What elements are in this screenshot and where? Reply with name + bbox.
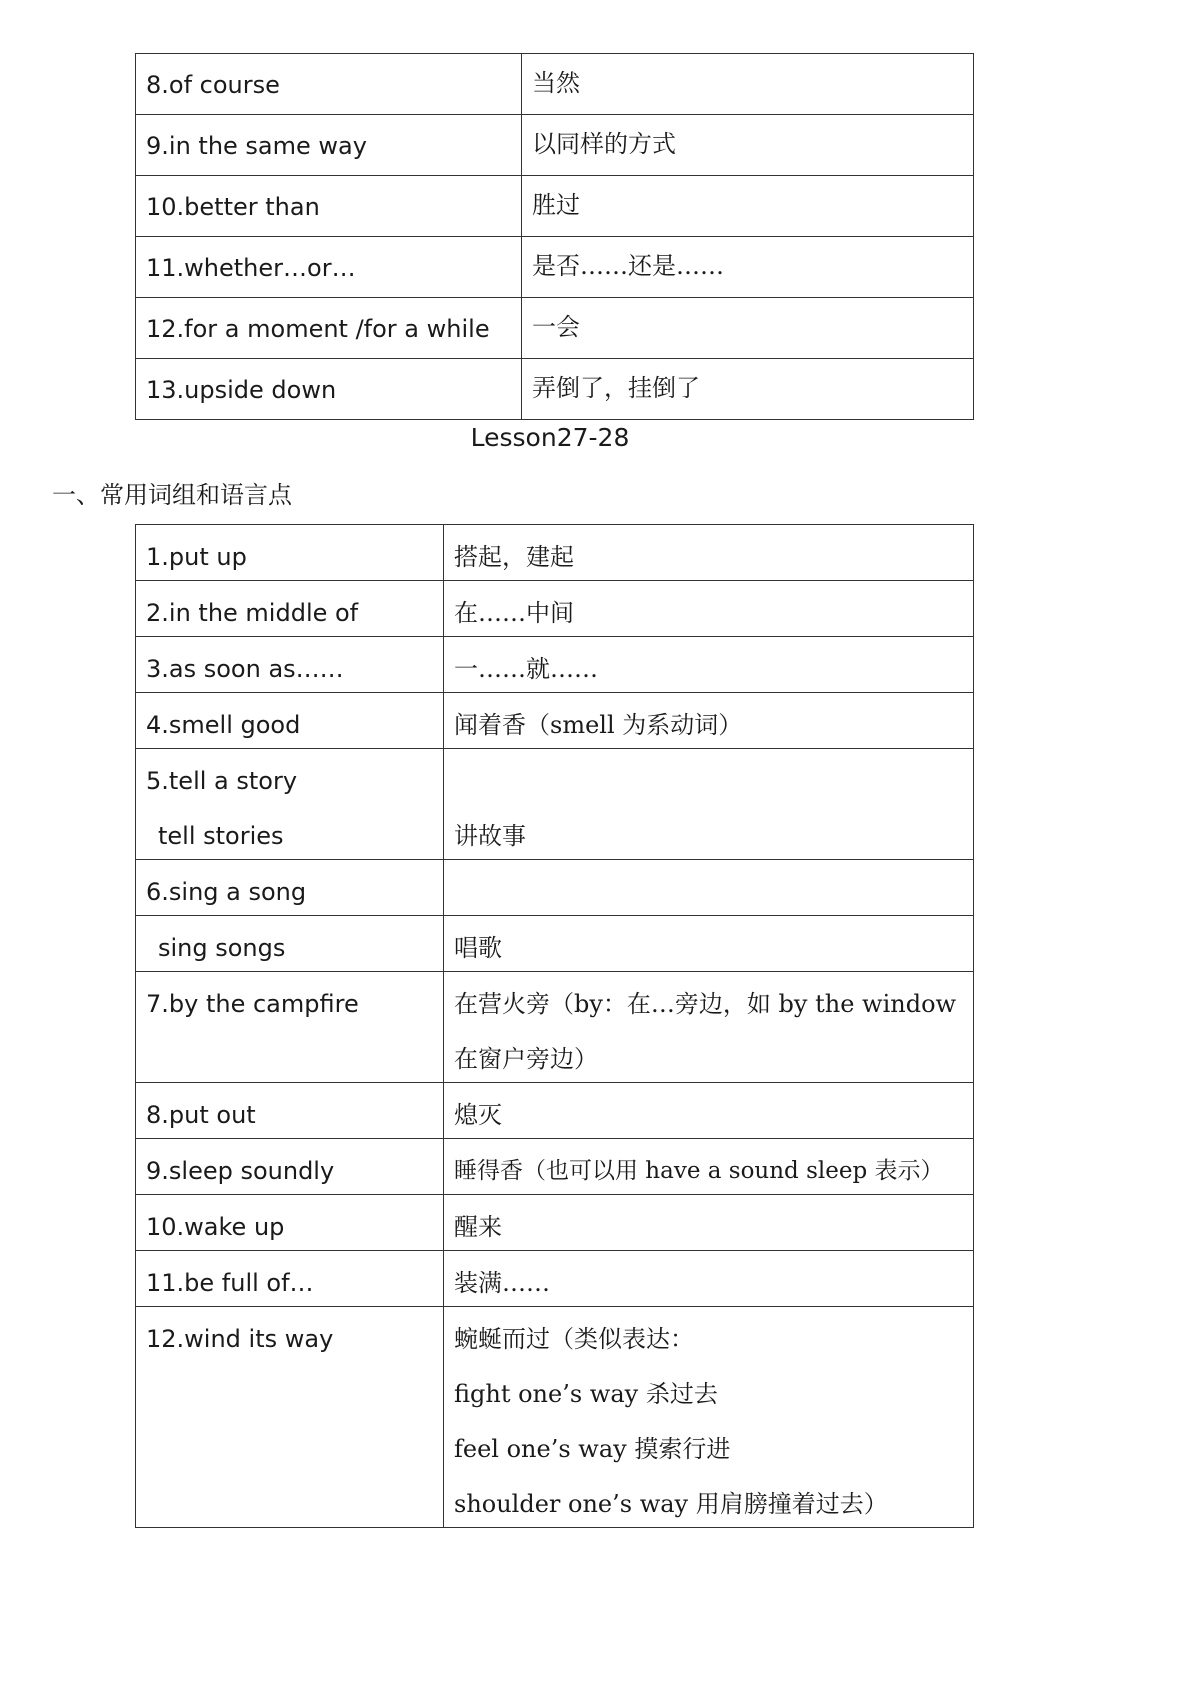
- phrase-zh-line: 闻着香（smell 为系动词）: [454, 711, 743, 739]
- phrase-en-line: 4.smell good: [146, 711, 301, 739]
- phrase-en: [136, 581, 444, 637]
- table-row: [136, 581, 974, 637]
- phrase-en-line: [146, 1417, 443, 1472]
- phrase-en: [136, 1195, 444, 1251]
- phrase-zh: [444, 637, 974, 693]
- table-row: [136, 1139, 974, 1195]
- phrase-en: [136, 916, 444, 972]
- phrase-en: [136, 1083, 444, 1139]
- table-row: [136, 916, 974, 972]
- phrase-zh: [444, 1083, 974, 1139]
- section-title: 一、常用词组和语言点: [52, 481, 292, 509]
- phrase-zh: [444, 581, 974, 637]
- table-row: [136, 237, 974, 298]
- phrase-en: 13.upside down: [136, 359, 522, 420]
- phrase-en-line: 2.in the middle of: [146, 599, 359, 627]
- phrase-en: [136, 1139, 444, 1195]
- table-row: [136, 1251, 974, 1307]
- phrase-zh: [444, 916, 974, 972]
- phrase-zh-line: feel one’s way 摸索行进: [454, 1435, 731, 1463]
- phrase-en: 11.whether…or…: [136, 237, 522, 298]
- phrase-zh: [444, 749, 974, 860]
- phrase-zh: 以同样的方式: [522, 115, 974, 176]
- table-row: [136, 115, 974, 176]
- phrase-en-line: 6.sing a song: [146, 878, 307, 906]
- table-row: [136, 860, 974, 916]
- phrase-zh: 胜过: [522, 176, 974, 237]
- phrase-zh-line: 唱歌: [454, 934, 502, 962]
- phrase-en-line: tell stories: [158, 822, 284, 850]
- table-row: [136, 693, 974, 749]
- phrase-table-top: [135, 53, 974, 420]
- table-row: [136, 972, 974, 1083]
- phrase-zh-line: 装满……: [454, 1269, 550, 1297]
- phrase-zh: [444, 1251, 974, 1307]
- phrase-zh: [444, 1195, 974, 1251]
- phrase-en-line: 1.put up: [146, 543, 247, 571]
- phrase-en: [136, 637, 444, 693]
- phrase-en: [136, 749, 444, 860]
- phrase-zh: 弄倒了，挂倒了: [522, 359, 974, 420]
- phrase-zh-line: 蜿蜒而过（类似表达：: [454, 1325, 694, 1353]
- phrase-en-line: 10.wake up: [146, 1213, 285, 1241]
- phrase-zh-line: 睡得香（也可以用 have a sound sleep 表示）: [454, 1158, 944, 1184]
- phrase-en-line: 7.by the campfire: [146, 990, 359, 1018]
- phrase-zh-line: 在窗户旁边）: [454, 1045, 598, 1073]
- phrase-en: [136, 693, 444, 749]
- table-row: [136, 1083, 974, 1139]
- lesson-title: Lesson27-28: [470, 423, 630, 452]
- phrase-zh: [444, 525, 974, 581]
- table-row: [136, 54, 974, 115]
- phrase-zh: [444, 972, 974, 1083]
- table-row: [136, 749, 974, 860]
- phrase-en: [136, 525, 444, 581]
- phrase-zh-line: fight one’s way 杀过去: [454, 1380, 718, 1408]
- phrase-en-line: 9.sleep soundly: [146, 1157, 335, 1185]
- phrase-zh: [444, 860, 974, 916]
- phrase-zh-line: 一……就……: [454, 655, 598, 683]
- phrase-zh: [444, 693, 974, 749]
- phrase-zh: 一会: [522, 298, 974, 359]
- phrase-zh-line: shoulder one’s way 用肩膀撞着过去）: [454, 1490, 888, 1518]
- table-row: [136, 637, 974, 693]
- phrase-zh-line: 搭起，建起: [454, 543, 574, 571]
- phrase-zh-line: 在营火旁（by：在…旁边，如 by the window: [454, 990, 957, 1018]
- phrase-table-main: [135, 524, 974, 1528]
- table-row: [136, 525, 974, 581]
- phrase-en: 9.in the same way: [136, 115, 522, 176]
- table-row: [136, 176, 974, 237]
- phrase-en-line: [146, 1472, 443, 1527]
- phrase-en-line: 11.be full of…: [146, 1269, 314, 1297]
- phrase-zh-line: 讲故事: [454, 822, 526, 850]
- phrase-en: [136, 1307, 444, 1528]
- table-row: [136, 359, 974, 420]
- phrase-en-line: [146, 1362, 443, 1417]
- phrase-en: [136, 860, 444, 916]
- phrase-en-line: 12.wind its way: [146, 1325, 334, 1353]
- phrase-zh-line: 在……中间: [454, 599, 574, 627]
- phrase-en: 8.of course: [136, 54, 522, 115]
- phrase-zh: [444, 1307, 974, 1528]
- phrase-en-line: sing songs: [158, 934, 286, 962]
- table-row: [136, 298, 974, 359]
- phrase-en: 12.for a moment /for a while: [136, 298, 522, 359]
- phrase-en: 10.better than: [136, 176, 522, 237]
- phrase-zh: [444, 1139, 974, 1195]
- table-row: [136, 1195, 974, 1251]
- table-row: [136, 1307, 974, 1528]
- phrase-en: [136, 972, 444, 1083]
- phrase-zh: 是否……还是……: [522, 237, 974, 298]
- phrase-zh-line: [454, 749, 973, 804]
- phrase-en-line: 5.tell a story: [146, 767, 298, 795]
- phrase-zh-line: 醒来: [454, 1213, 502, 1241]
- phrase-en: [136, 1251, 444, 1307]
- phrase-en-line: 3.as soon as……: [146, 655, 344, 683]
- phrase-zh: 当然: [522, 54, 974, 115]
- phrase-zh-line: [454, 860, 973, 915]
- phrase-zh-line: 熄灭: [454, 1101, 502, 1129]
- phrase-en-line: 8.put out: [146, 1101, 256, 1129]
- phrase-en-line: [146, 1027, 443, 1082]
